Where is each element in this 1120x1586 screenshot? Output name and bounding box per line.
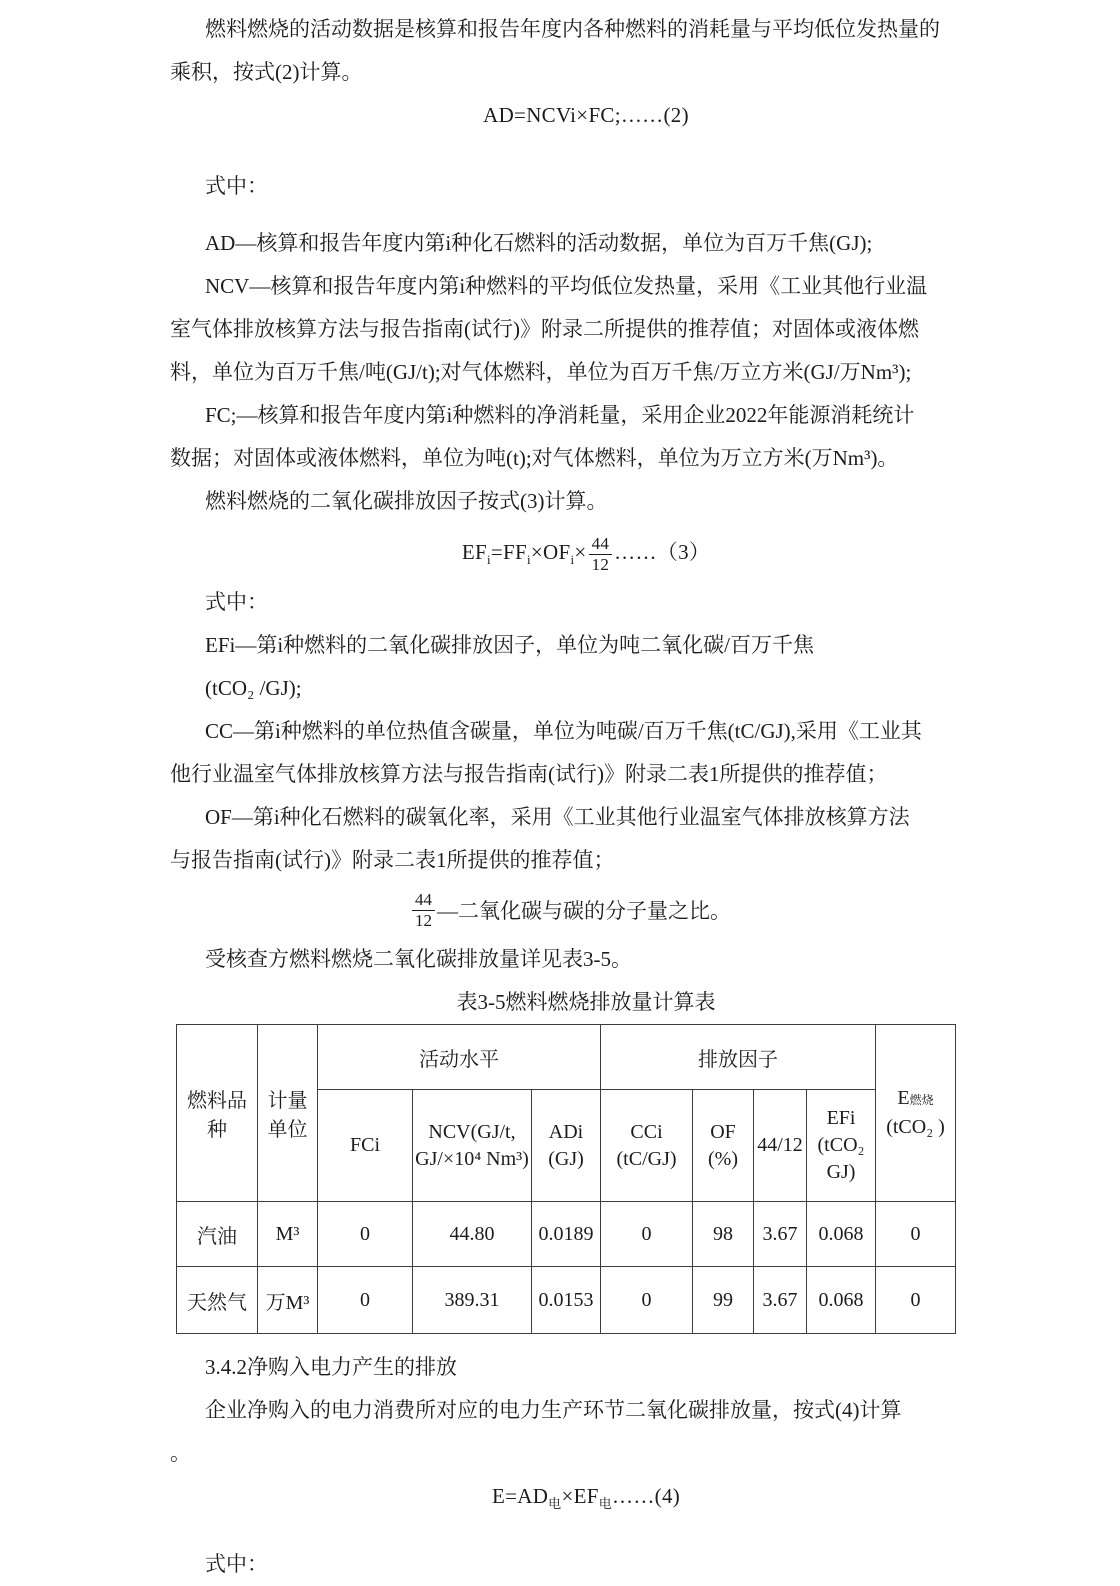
where-label-1: 式中： xyxy=(205,174,268,198)
header-cci: CCi (tC/GJ) xyxy=(601,1090,693,1202)
definition-efi-line2: (tCO₂ /GJ); xyxy=(205,676,302,700)
definition-of-line2: 与报告指南(试行)》附录二表1所提供的推荐值； xyxy=(170,848,615,872)
where-label-3: 式中： xyxy=(205,1552,268,1577)
cell-ncv: 44.80 xyxy=(413,1202,532,1267)
header-ncv: NCV(GJ/t, GJ/×10⁴ Nm³) xyxy=(413,1090,532,1202)
fraction-44-12 xyxy=(412,890,435,930)
formula-3-subscript: i xyxy=(486,552,491,568)
ratio-definition-line xyxy=(170,882,950,938)
cell-fuel: 汽油 xyxy=(177,1202,258,1267)
paragraph-intro-line1: 燃料燃烧的活动数据是核算和报告年度内各种燃料的消耗量与平均低位发热量的 xyxy=(205,17,940,41)
paragraph-ef-intro: 燃料燃烧的二氧化碳排放因子按式(3)计算。 xyxy=(205,489,608,513)
fraction-numerator: 44 xyxy=(589,534,613,555)
definition-ncv-line2: 室气体排放核算方法与报告指南(试行)》附录二所提供的推荐值；对固体或液体燃 xyxy=(170,317,919,341)
header-adi: ADi (GJ) xyxy=(532,1090,601,1202)
cell-of: 99 xyxy=(693,1267,754,1334)
cell-e: 0 xyxy=(876,1267,956,1334)
formula-3-term: × xyxy=(574,540,587,564)
definition-ad: AD—核算和报告年度内第i种化石燃料的活动数据，单位为百万千焦(GJ); xyxy=(205,231,873,255)
header-44-12: 44/12 xyxy=(754,1090,807,1202)
cell-efi: 0.068 xyxy=(807,1202,876,1267)
formula-4-term: ×EF xyxy=(561,1484,599,1508)
table-reference-line: 受核查方燃料燃烧二氧化碳排放量详见表3-5。 xyxy=(205,947,632,971)
formula-3-subscript: i xyxy=(570,552,575,568)
definition-fc-line1: FC;—核算和报告年度内第i种燃料的净消耗量，采用企业2022年能源消耗统计 xyxy=(205,403,915,427)
cell-fci: 0 xyxy=(318,1267,413,1334)
cell-cci: 0 xyxy=(601,1267,693,1334)
formula-4 xyxy=(170,1475,950,1525)
e-combustion-symbol: E xyxy=(897,1087,910,1109)
cell-ncv: 389.31 xyxy=(413,1267,532,1334)
formula-3-term: EF xyxy=(461,540,487,564)
cell-e: 0 xyxy=(876,1202,956,1267)
header-efi: EFi (tCO₂ GJ) xyxy=(807,1090,876,1202)
ratio-definition-text: —二氧化碳与碳的分子量之比。 xyxy=(437,899,731,923)
formula-4-subscript: 电 xyxy=(598,1496,613,1512)
cell-unit: M³ xyxy=(258,1202,318,1267)
definition-ncv-line3: 料，单位为百万千焦/吨(GJ/t);对气体燃料，单位为百万千焦/万立方米(GJ/万Nm³); xyxy=(170,360,912,384)
table-3-5 xyxy=(176,1024,956,1334)
formula-4-term: E=AD xyxy=(491,1484,549,1508)
cell-of: 98 xyxy=(693,1202,754,1267)
cell-adi: 0.0153 xyxy=(532,1267,601,1334)
definition-ncv-line1: NCV—核算和报告年度内第i种燃料的平均低位发热量，采用《工业其他行业温 xyxy=(205,274,928,298)
cell-cci: 0 xyxy=(601,1202,693,1267)
cell-fuel: 天然气 xyxy=(177,1267,258,1334)
header-emission-factor-group: 排放因子 xyxy=(601,1025,876,1090)
fraction-numerator: 44 xyxy=(412,890,435,911)
cell-efi: 0.068 xyxy=(807,1267,876,1334)
formula-3-term: =FF xyxy=(490,540,527,564)
cell-unit: 万M³ xyxy=(258,1267,318,1334)
table-title: 表3-5燃料燃烧排放量计算表 xyxy=(456,990,716,1014)
cell-fci: 0 xyxy=(318,1202,413,1267)
definition-of-line1: OF—第i种化石燃料的碳氧化率，采用《工业其他行业温室气体排放核算方法 xyxy=(205,805,910,829)
formula-2: AD=NCVi×FC;……(2) xyxy=(483,103,689,127)
header-fci: FCi xyxy=(318,1090,413,1202)
fraction-44-12 xyxy=(589,534,613,574)
e-combustion-subscript: 燃烧 xyxy=(909,1093,934,1107)
fraction-denominator: 12 xyxy=(591,554,610,574)
table-row-gasoline xyxy=(177,1202,956,1267)
formula-3-term: ×OF xyxy=(530,540,571,564)
section-3-4-2-heading: 3.4.2净购入电力产生的排放 xyxy=(205,1355,457,1379)
formula-4-tail: ……(4) xyxy=(612,1484,681,1508)
header-unit: 计量单位 xyxy=(258,1025,318,1202)
definition-cc-line1: CC—第i种燃料的单位热值含碳量，单位为吨碳/百万千焦(tC/GJ),采用《工业其 xyxy=(205,719,922,743)
formula-4-subscript: 电 xyxy=(548,1496,562,1512)
header-e-combustion xyxy=(876,1025,956,1202)
header-of: OF (%) xyxy=(693,1090,754,1202)
definition-fc-line2: 数据；对固体或液体燃料，单位为吨(t);对气体燃料，单位为万立方米(万Nm³)。 xyxy=(170,446,899,470)
definition-efi-line1: EFi—第i种燃料的二氧化碳排放因子，单位为吨二氧化碳/百万千焦 xyxy=(205,633,815,657)
paragraph-intro-line2: 乘积，按式(2)计算。 xyxy=(170,60,363,84)
definition-cc-line2: 他行业温室气体排放核算方法与报告指南(试行)》附录二表1所提供的推荐值； xyxy=(170,762,888,786)
where-label-2: 式中： xyxy=(205,590,268,614)
section-3-4-2-line1: 企业净购入的电力消费所对应的电力生产环节二氧化碳排放量，按式(4)计算 xyxy=(205,1398,902,1422)
formula-3 xyxy=(170,523,950,581)
e-combustion-unit: (tCO₂ ) xyxy=(886,1116,945,1138)
cell-44-12: 3.67 xyxy=(754,1267,807,1334)
section-3-4-2-line2: 。 xyxy=(170,1441,191,1465)
header-fuel-type: 燃料品种 xyxy=(177,1025,258,1202)
fraction-denominator: 12 xyxy=(415,910,432,930)
cell-44-12: 3.67 xyxy=(754,1202,807,1267)
table-row-natural-gas xyxy=(177,1267,956,1334)
formula-3-subscript: i xyxy=(526,552,531,568)
header-activity-group: 活动水平 xyxy=(318,1025,601,1090)
formula-3-tail: ……（3） xyxy=(614,540,711,564)
cell-adi: 0.0189 xyxy=(532,1202,601,1267)
